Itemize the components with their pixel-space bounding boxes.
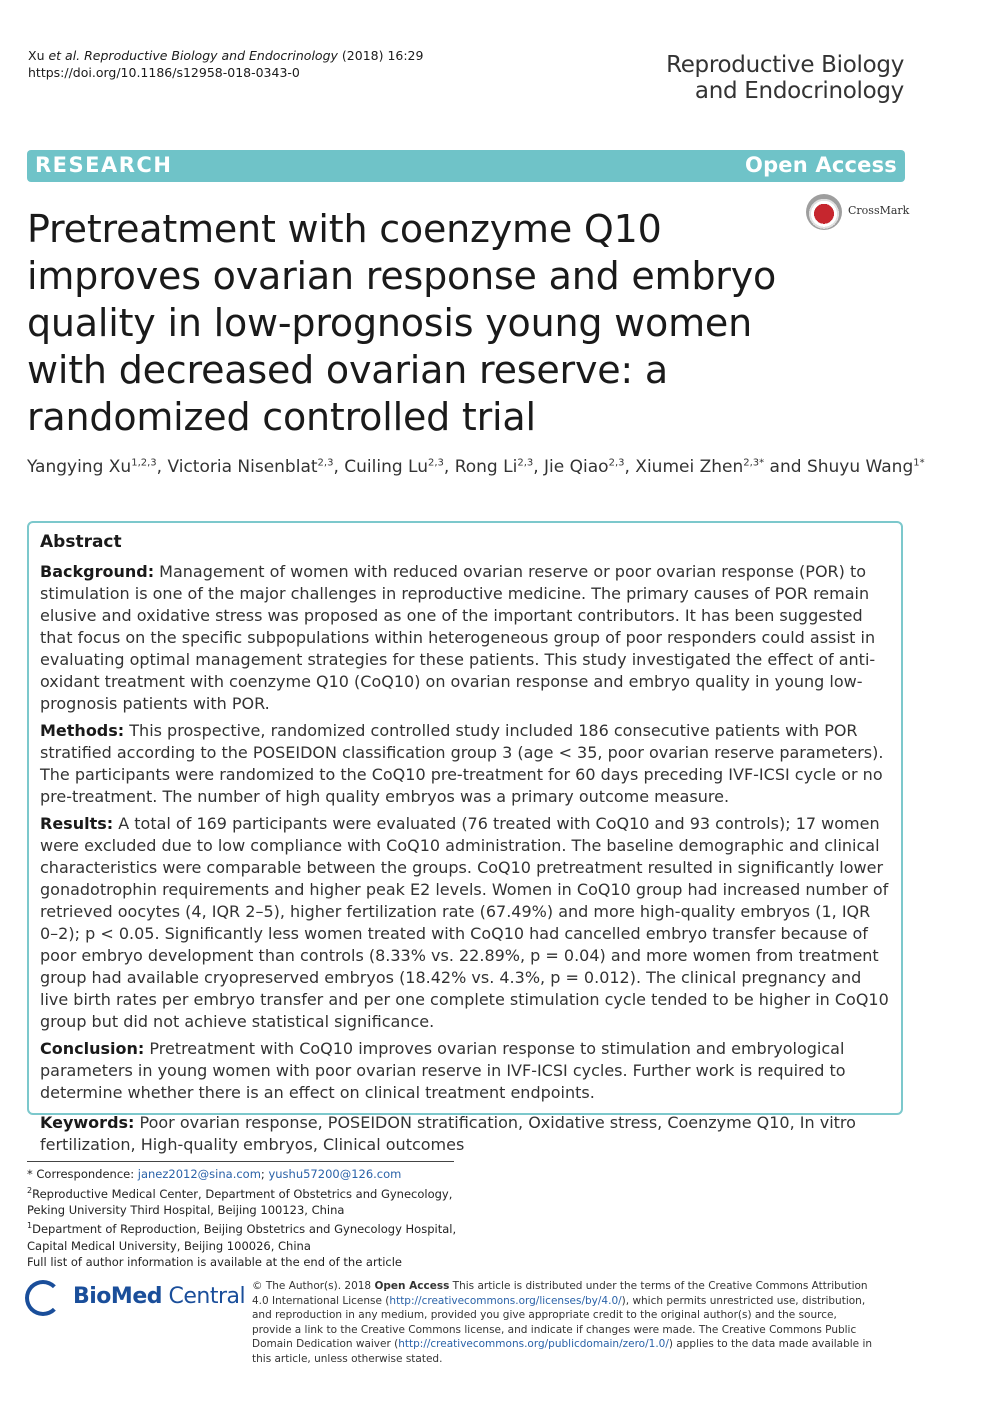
author-name: Rong Li [454,457,518,477]
author-name: Yangying Xu [27,457,132,477]
abstract-heading: Abstract [40,532,122,552]
author-separator: , [443,457,455,477]
waiver-link[interactable]: http://creativecommons.org/publicdomain/zero/1.0/ [398,1338,669,1350]
author-affiliation-sup: 2,3* [743,457,765,469]
author-name: Victoria Nisenblat [167,457,318,477]
footnotes: * Correspondence: janez2012@sina.com; yushu57200@126.com $^2$Reproductive Medical Center, Department of Obstetrics and Gynecology, Peking University Third Hospital, Beijing 100123, China $^1$Department of Reproduction, Beijing Obstetrics and Gynecology Hospital, Capital Medical University, Beijing 100026, China Full list of author information is available at the end of the article [27,1166,467,1271]
author-separator: , [624,457,636,477]
author-name: Cuiling Lu [344,457,428,477]
author-separator: , [533,457,545,477]
abstract-conclusion: Conclusion: Pretreatment with CoQ10 improves ovarian response to stimulation and embryological parameters in young women with poor ovarian reserve in IVF-ICSI cycles. Further work is required to determine whether there is an effect on clinical treatment endpoints. [40,1039,846,1102]
email-link[interactable]: yushu57200@126.com [268,1167,402,1181]
abstract-results: Results: A total of 169 participants were evaluated (76 treated with CoQ10 and 93 controls); 17 women were excluded due to low compliance with CoQ10 administration. The baseline demographic and clinical characteristics were comparable between the groups. CoQ10 pretreatment resulted in significantly lower gonadotrophin requirements and higher peak E2 levels. Women in CoQ10 group had increased number of retrieved oocytes (4, IQR 2–5), higher fertilization rate (67.49%) and more high-quality embryos (1, IQR 0–2); p < 0.05. Significantly less women treated with CoQ10 had cancelled embryo transfer because of poor embryo development than controls (8.33% vs. 22.89%, p = 0.04) and more women from treatment group had available cryopreserved embryos (18.42% vs. 4.3%, p = 0.012). The clinical pregnancy and live birth rates per embryo transfer and per one complete stimulation cycle tended to be higher in CoQ10 group but did not achieve statistical significance. [40,814,889,1031]
article-type-banner [27,150,905,182]
author-name: Xiumei Zhen [635,457,744,477]
author-separator: and [764,457,807,477]
crossmark-icon [806,194,842,230]
author-affiliation-sup: 2,3 [427,457,444,469]
author-affiliation-sup: 2,3 [517,457,534,469]
doi-link[interactable]: https://doi.org/10.1186/s12958-018-0343-0 [28,65,300,80]
article-title: Pretreatment with coenzyme Q10 improves ovarian response and embryo quality in low-prognosis young women with decreased ovarian reserve: a randomized controlled trial [27,207,777,439]
affiliation-2: $^2$Reproductive Medical Center, Department of Obstetrics and Gynecology, [27,1185,453,1201]
citation-header [28,47,423,81]
author-name: Jie Qiao [544,457,609,477]
biomed-central-logo[interactable]: BioMed Central [25,1278,235,1322]
author-affiliation-sup: 1* [913,457,925,469]
abstract-box [27,521,903,1154]
email-link[interactable]: janez2012@sina.com [137,1167,261,1181]
abstract-methods: Methods: This prospective, randomized controlled study included 186 consecutive patients with POR stratified according to the POSEIDON classification group 3 (age < 35, poor ovarian reserve parameters). The participants were randomized to the CoQ10 pre-treatment for 60 days preceding IVF-ICSI cycle or no pre-treatment. The number of high quality embryos was a primary outcome measure. [40,721,884,806]
biomed-central-icon [25,1280,61,1316]
author-affiliation-sup: 1,2,3 [131,457,157,469]
affiliation-1: $^1$Department of Reproduction, Beijing Obstetrics and Gynecology Hospital, [27,1221,457,1237]
journal-name: Reproductive Biology and Endocrinology [666,52,904,104]
citation-line: Xu et al. Reproductive Biology and Endocrinology (2018) 16:29 [28,48,424,63]
open-access-label: Open Access [745,153,897,177]
license-link[interactable]: http://creativecommons.org/licenses/by/4.0/ [389,1294,622,1307]
crossmark-badge[interactable]: CrossMark [806,192,906,232]
abstract-background: Background: Management of women with reduced ovarian reserve or poor ovarian response (POR) to stimulation is one of the major challenges in reproductive medicine. The primary causes of POR remain elusive and oxidative stress was proposed as one of the important contributors. It has been suggested that focus on the specific subpopulations within heterogeneous group of poor responders could assist in evaluating optimal management strategies for these patients. This study investigated the effect of anti-oxidant treatment with coenzyme Q10 (CoQ10) on ovarian response and embryo quality in young low-prognosis patients with POR. [40,562,876,713]
footnote-divider [27,1161,454,1162]
abstract-keywords: Keywords: Poor ovarian response, POSEIDON stratification, Oxidative stress, Coenzyme Q10, In vitro fertilization, High-quality embryos, Clinical outcomes [40,1113,856,1154]
author-affiliation-sup: 2,3 [608,457,625,469]
correspondence: * Correspondence: janez2012@sina.com; yushu57200@126.com [27,1167,402,1181]
license-statement: © The Author(s). 2018 Open Access This article is distributed under the terms of the Creative Commons Attribution 4.0 International License (http://creativecommons.org/licenses/by/4.0/), which permits unrestricted use, distribution, and reproduction in any medium, provided you give appropriate credit to the original author(s) and the source, provide a link to the Creative Commons license, and indicate if changes were made. The Creative Commons Public Domain Dedication waiver (http://creativecommons.org/publicdomain/zero/1.0/) applies to the data made available in this article, unless otherwise stated. [252,1280,873,1365]
author-list [27,457,925,477]
author-separator: , [156,457,168,477]
author-separator: , [333,457,345,477]
author-name: Shuyu Wang [806,457,914,477]
author-affiliation-sup: 2,3 [317,457,334,469]
full-author-info: Full list of author information is available at the end of the article [27,1255,402,1270]
research-label: RESEARCH [35,153,173,177]
